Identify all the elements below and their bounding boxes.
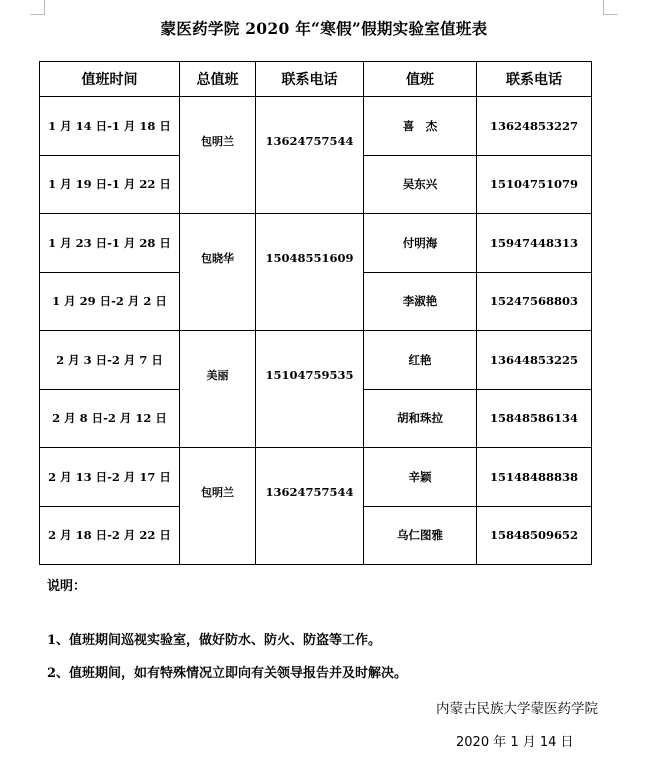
- duty-period: 2 月 8 日-2 月 12 日: [40, 389, 180, 448]
- chief-phone: [256, 448, 364, 565]
- header-staff-phone: 联系电话: [477, 62, 592, 97]
- staff-phone: 15848509652: [477, 506, 592, 565]
- notes-label: 说明：: [47, 579, 87, 594]
- staff-phone: 15247568803: [477, 272, 592, 331]
- note-item-2: 2、值班期间，如有特殊情况立即向有关领导报告并及时解决。: [47, 666, 408, 681]
- duty-period: 1 月 23 日-1 月 28 日: [40, 214, 180, 273]
- duty-period: 2 月 18 日-2 月 22 日: [40, 506, 180, 565]
- staff-phone: 15104751079: [477, 155, 592, 214]
- chief-name: 包晓华: [201, 252, 234, 265]
- note-item-1: 1、值班期间巡视实验室，做好防水、防火、防盗等工作。: [47, 633, 382, 648]
- duty-period: 1 月 29 日-2 月 2 日: [40, 272, 180, 331]
- header-chief-phone: 联系电话: [256, 62, 364, 97]
- crop-mark-top-left: [30, 0, 45, 15]
- staff-on-duty: 红艳: [364, 331, 477, 390]
- duty-period: 2 月 3 日-2 月 7 日: [40, 331, 180, 390]
- chief-on-duty: [180, 448, 256, 565]
- crop-mark-top-right: [603, 0, 618, 15]
- staff-on-duty: 付明海: [364, 214, 477, 273]
- duty-period: 1 月 14 日-1 月 18 日: [40, 97, 180, 156]
- table-header-row: [40, 62, 592, 97]
- header-duty-period: 值班时间: [40, 62, 180, 97]
- duty-period: 2 月 13 日-2 月 17 日: [40, 448, 180, 507]
- table-row: [40, 214, 592, 273]
- staff-on-duty: 喜 杰: [364, 97, 477, 156]
- staff-phone: 13624853227: [477, 97, 592, 156]
- staff-phone: 15947448313: [477, 214, 592, 273]
- staff-on-duty: 吴东兴: [364, 155, 477, 214]
- chief-phone: [256, 214, 364, 331]
- issue-date: 2020 年 1 月 14 日: [456, 735, 574, 750]
- table-row: [40, 97, 592, 156]
- header-staff-on-duty: 值班: [364, 62, 477, 97]
- staff-phone: 15848586134: [477, 389, 592, 448]
- staff-on-duty: 李淑艳: [364, 272, 477, 331]
- chief-name: 美丽: [206, 369, 229, 382]
- duty-schedule-table: [39, 61, 592, 565]
- staff-phone: 15148488838: [477, 448, 592, 507]
- staff-on-duty: 乌仁图雅: [364, 506, 477, 565]
- header-chief-on-duty: 总值班: [180, 62, 256, 97]
- chief-on-duty: [180, 331, 256, 448]
- chief-phone: [256, 331, 364, 448]
- chief-phone-number: 15104759535: [265, 368, 354, 382]
- chief-on-duty: [180, 214, 256, 331]
- table-row: [40, 331, 592, 390]
- staff-on-duty: 辛颖: [364, 448, 477, 507]
- issuing-institution: 内蒙古民族大学蒙医药学院: [436, 701, 598, 717]
- chief-phone-number: 15048551609: [265, 251, 354, 265]
- staff-on-duty: 胡和珠拉: [364, 389, 477, 448]
- staff-phone: 13644853225: [477, 331, 592, 390]
- page-title: 蒙医药学院 2020 年“寒假”假期实验室值班表: [160, 19, 488, 38]
- table-row: [40, 448, 592, 507]
- chief-phone-number: 13624757544: [265, 485, 354, 499]
- chief-phone: [256, 97, 364, 214]
- chief-name: 包明兰: [201, 486, 234, 499]
- chief-name: 包明兰: [201, 135, 234, 148]
- duty-period: 1 月 19 日-1 月 22 日: [40, 155, 180, 214]
- chief-phone-number: 13624757544: [265, 134, 354, 148]
- chief-on-duty: [180, 97, 256, 214]
